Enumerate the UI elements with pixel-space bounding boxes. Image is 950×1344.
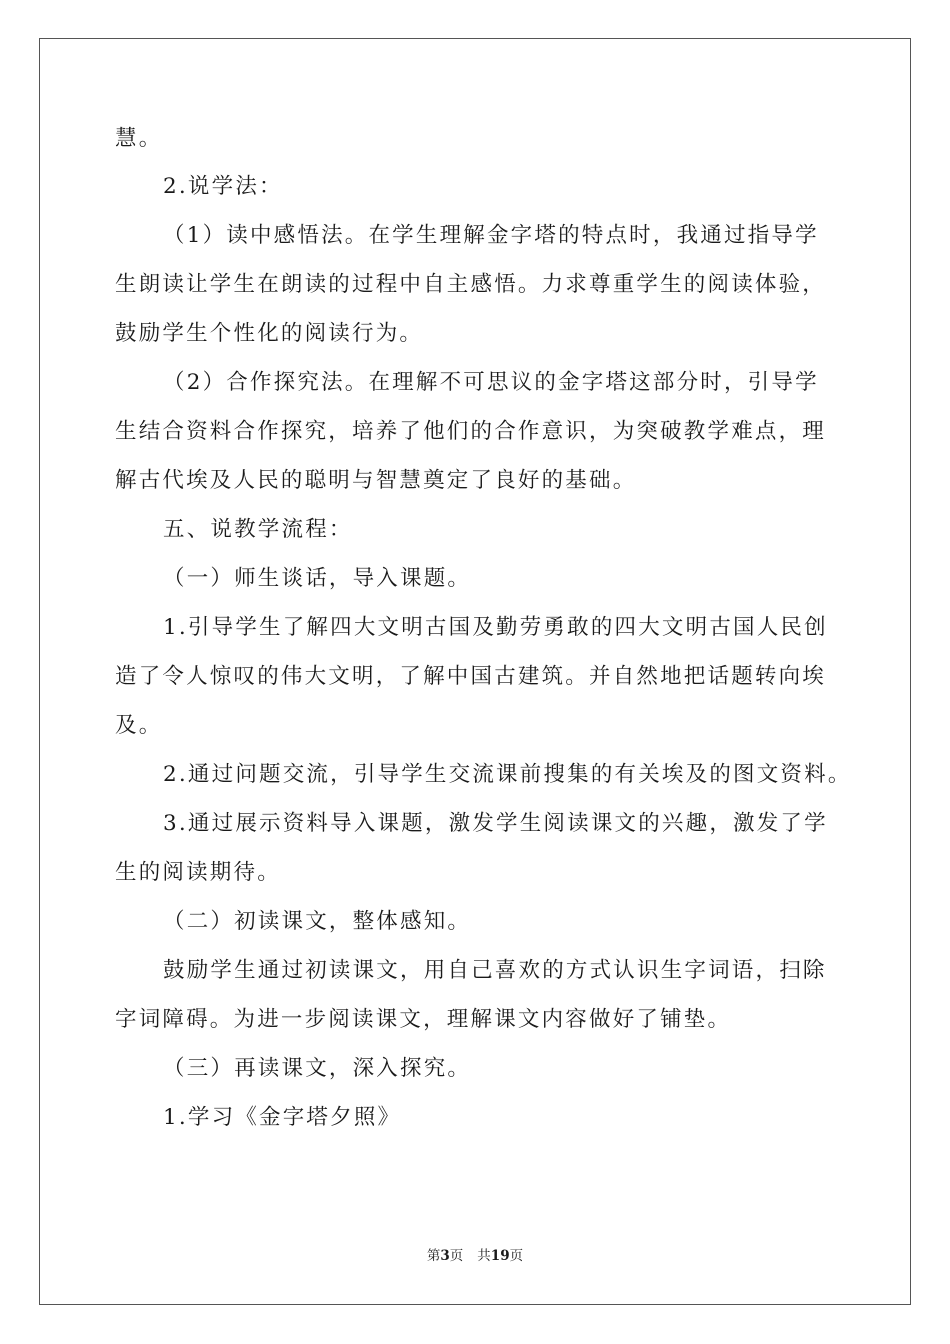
text-line: 生的阅读期待。 <box>115 860 281 885</box>
subsection-heading: （二）初读课文，整体感知。 <box>163 909 472 934</box>
subsection-heading: （三）再读课文，深入探究。 <box>163 1056 472 1081</box>
text-line: 1.引导学生了解四大文明古国及勤劳勇敢的四大文明古国人民创 <box>163 615 828 640</box>
total-prefix: 共 <box>477 1248 491 1264</box>
text-line: 及。 <box>115 713 163 738</box>
page-footer <box>0 1247 950 1265</box>
text-line: 1.学习《金字塔夕照》 <box>163 1105 402 1130</box>
subsection-heading: （一）师生谈话，导入课题。 <box>163 566 472 591</box>
text-line: 字词障碍。为进一步阅读课文，理解课文内容做好了铺垫。 <box>115 1007 732 1032</box>
text-line: 2.通过问题交流，引导学生交流课前搜集的有关埃及的图文资料。 <box>163 762 852 787</box>
text-line: 鼓励学生个性化的阅读行为。 <box>115 321 424 346</box>
total-suffix: 页 <box>509 1248 524 1264</box>
text-line: 鼓励学生通过初读课文，用自己喜欢的方式认识生字词语，扫除 <box>163 958 827 983</box>
page-suffix: 页 <box>449 1248 464 1264</box>
section-heading: 五、说教学流程： <box>163 517 353 542</box>
text-line: （1）读中感悟法。在学生理解金字塔的特点时，我通过指导学 <box>163 223 819 248</box>
text-line: 3.通过展示资料导入课题，激发学生阅读课文的兴趣，激发了学 <box>163 811 828 836</box>
page-prefix: 第 <box>426 1248 441 1264</box>
text-line: 造了令人惊叹的伟大文明，了解中国古建筑。并自然地把话题转向埃 <box>115 664 827 689</box>
text-line: 生朗读让学生在朗读的过程中自主感悟。力求尊重学生的阅读体验， <box>115 272 827 297</box>
text-line: 慧。 <box>115 126 163 151</box>
section-heading: 2.说学法： <box>163 174 283 199</box>
total-pages: 19 <box>490 1248 510 1264</box>
text-line: 解古代埃及人民的聪明与智慧奠定了良好的基础。 <box>115 468 637 493</box>
page-number: 3 <box>440 1248 450 1264</box>
text-line: （2）合作探究法。在理解不可思议的金字塔这部分时，引导学 <box>163 370 819 395</box>
text-line: 生结合资料合作探究，培养了他们的合作意识，为突破教学难点，理 <box>115 419 827 444</box>
